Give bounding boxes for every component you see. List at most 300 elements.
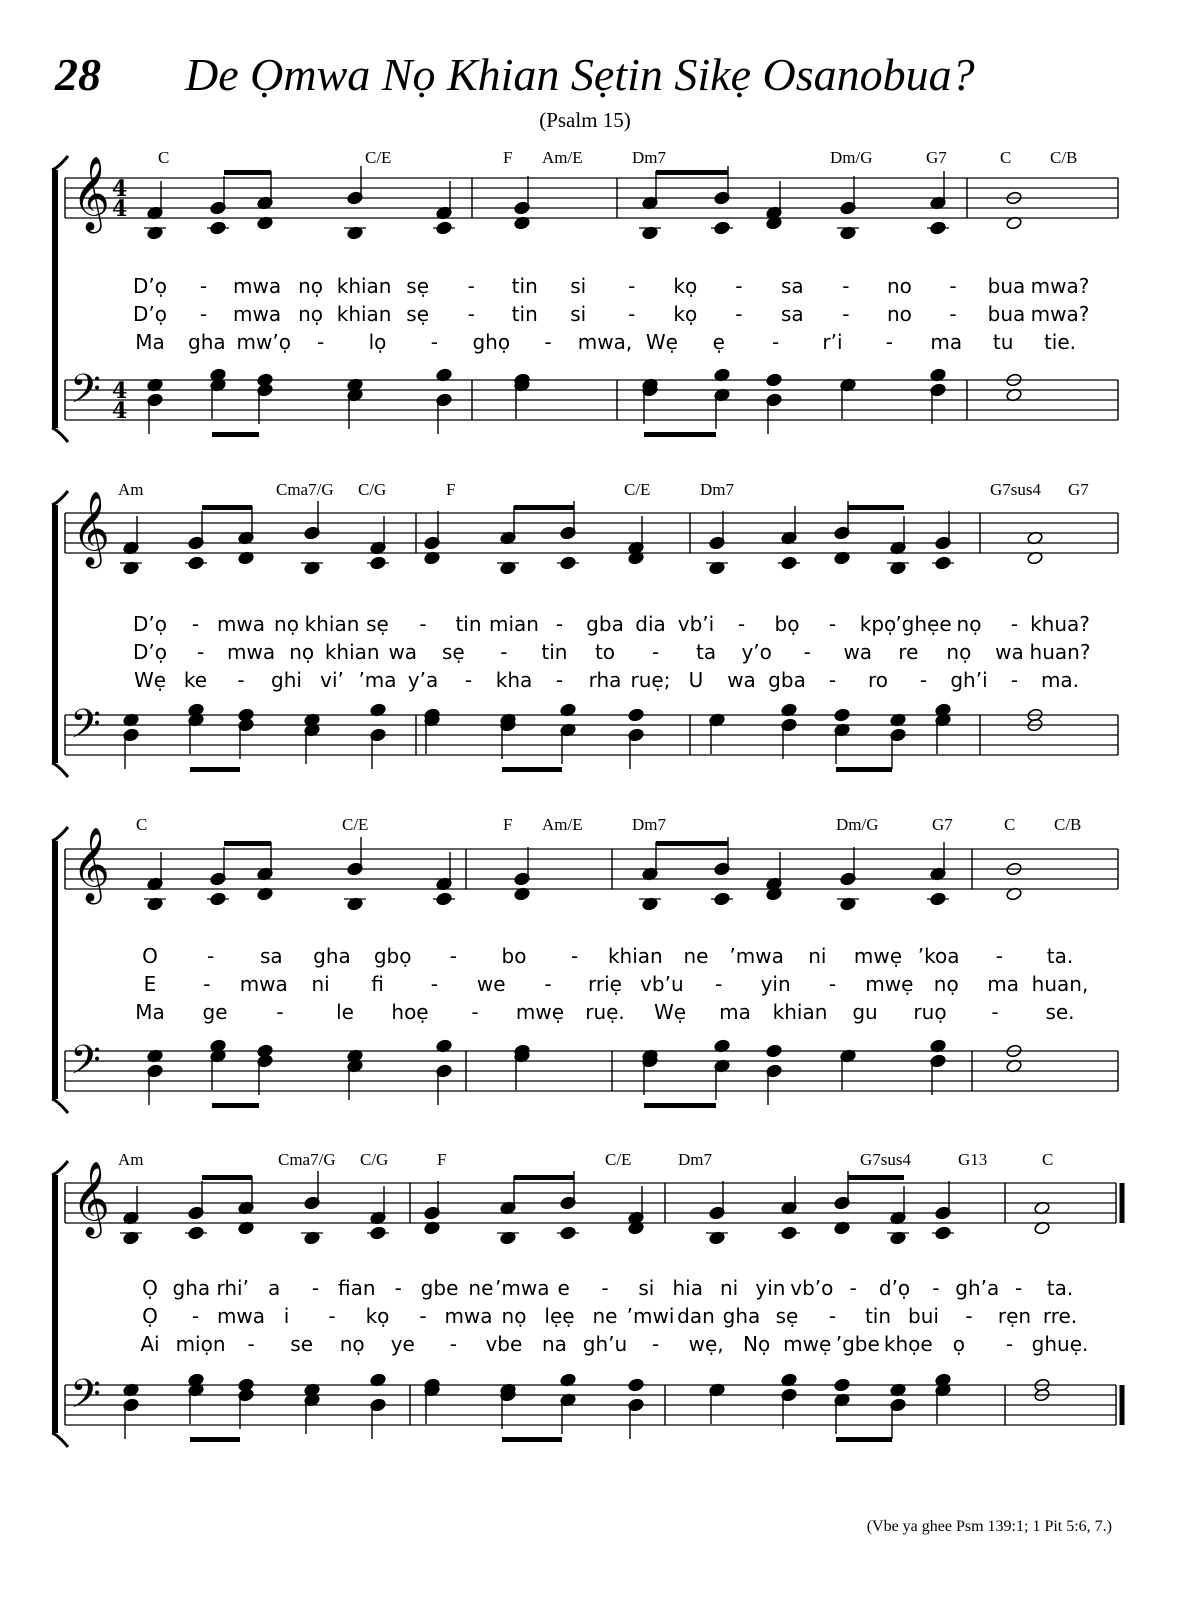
beam [224,170,271,175]
lyric-syllable: khian [304,612,360,636]
chord-symbol: Am/E [542,815,583,834]
lyric-syllable: gba [768,668,806,692]
lyric-syllable: khian [336,274,392,298]
notehead [766,373,783,387]
lyric-syllable: ta. [1046,944,1074,968]
lyric-syllable: gbọ [373,944,412,968]
lyric-syllable: - [430,330,438,354]
lyric-syllable: - [449,944,457,968]
beam [190,767,240,772]
lyric-syllable: - [828,972,837,996]
lyric-syllable: huan, [1031,972,1089,996]
hymn-subtitle: (Psalm 15) [539,108,631,132]
lyric-syllable: khua? [1030,612,1090,636]
lyric-syllable: nọ [289,640,315,664]
lyric-syllable: - [311,1276,320,1300]
lyric-syllable: na [541,1332,567,1356]
lyric-syllable: ’ma [358,668,397,692]
lyric-syllable: - [919,668,928,692]
lyric-syllable: - [601,1276,609,1300]
notehead [257,373,274,387]
lyric-syllable: y’o [741,640,772,664]
lyric-syllable: ni [808,944,827,968]
lyric-syllable: to [594,640,616,664]
lyric-syllable: Ma [135,1000,165,1024]
lyric-syllable: rriẹ [588,972,622,996]
lyric-syllable: yin [760,972,791,996]
lyric-syllable: - [317,330,325,354]
lyric-syllable: - [849,1276,857,1300]
lyric-syllable: D’ọ [133,640,167,664]
lyric-syllable: vb’i [677,612,715,636]
chord-symbol: C/G [360,1150,389,1169]
notehead [238,708,255,722]
lyric-syllable: wa [727,668,756,692]
time-signature-upper: 4 [112,378,128,404]
lyric-syllable: - [932,1276,940,1300]
bracket-hook [52,763,68,777]
lyric-verse-1 [0,944,1200,972]
beam [836,1437,892,1442]
lyric-syllable: - [949,302,957,326]
lyric-syllable: ni [719,1276,739,1300]
lyric-syllable: - [247,1332,255,1356]
lyric-syllable: ye [390,1332,415,1356]
lyric-syllable: kọ [673,302,698,326]
lyric-syllable: ma [930,330,963,354]
chord-symbol: C [136,815,148,834]
lyric-syllable: gh’u [582,1332,628,1356]
lyric-verse-3 [0,1332,1200,1360]
lyric-syllable: - [949,274,957,298]
lyric-syllable: - [203,972,211,996]
time-signature-upper: 4 [112,176,128,202]
lyric-syllable: - [991,1000,999,1024]
lyric-syllable: tin [541,640,568,664]
chord-symbol: G7 [1068,480,1089,499]
chord-symbol: C [1042,1150,1054,1169]
lyric-syllable: nọ [933,972,959,996]
lyric-syllable: wa [995,640,1024,664]
beam [848,505,904,510]
lyric-syllable: nọ [298,274,324,298]
lyric-syllable: ro [867,668,889,692]
lyric-syllable: no [886,274,912,298]
lyric-syllable: no [886,302,912,326]
lyric-syllable: bui [908,1304,939,1328]
notehead [834,1378,851,1392]
lyric-syllable: vi’ [320,668,344,692]
lyric-syllable: vb’u [640,972,684,996]
hymn-title: De Ọmwa Nọ Khian Sẹtin Sikẹ Osanobua? [185,49,975,100]
lyric-syllable: Wẹ [653,1000,687,1024]
lyric-verse-3 [0,1000,1200,1028]
lyric-syllable: tin [511,274,538,298]
chord-symbol: Dm7 [678,1150,712,1169]
chord-symbol: Dm/G [836,815,879,834]
lyric-verse-2 [0,972,1200,1000]
bass-clef-icon: 𝄢 [70,701,101,757]
lyric-syllable: mwẹ [865,972,914,996]
lyric-syllable: - [772,330,780,354]
lyric-syllable: mwa [216,1304,266,1328]
lyric-syllable: mwa? [1030,274,1090,298]
lyric-syllable: - [544,972,552,996]
lyric-syllable: - [828,1304,837,1328]
lyric-syllable: U [688,668,704,692]
lyric-syllable: D’ọ [133,274,167,298]
lyric-syllable: sẹ [441,640,465,664]
lyric-syllable: nọ [274,612,299,636]
lyric-syllable: d’ọ [878,1276,911,1300]
lyric-syllable: - [467,302,475,326]
lyric-syllable: - [199,274,208,298]
lyric-syllable: tin [455,612,482,636]
lyric-syllable: i [283,1304,290,1328]
lyric-syllable: Wẹ [133,668,167,692]
lyric-syllable: gha [188,330,226,354]
lyric-syllable: fi [371,972,384,996]
treble-clef-icon: 𝄞 [72,157,110,231]
lyric-verse-2 [0,1304,1200,1332]
lyric-syllable: - [555,668,564,692]
lyric-syllable: mian [489,612,539,636]
lyric-syllable: - [464,668,473,692]
lyric-syllable: wa [843,640,873,664]
lyric-syllable: ni [311,972,330,996]
lyric-syllable: nọ [501,1304,527,1328]
lyric-syllable: kpọ [859,612,897,636]
lyric-syllable: kọ [673,274,698,298]
lyric-syllable: mwa? [1030,302,1090,326]
lyric-syllable: khian [324,640,380,664]
lyric-syllable: ’mwa [495,1276,550,1300]
lyric-syllable: sẹ [366,612,389,636]
lyric-syllable: ne [468,1276,494,1300]
lyric-syllable: - [737,612,746,636]
lyric-syllable: Ọ [142,1304,158,1328]
lyric-syllable: si [570,274,587,298]
lyric-syllable: mwẹ [515,1000,565,1024]
beam [202,1175,252,1180]
lyric-syllable: huan? [1029,640,1091,664]
lyric-verse-3 [0,330,1200,358]
lyric-syllable: se. [1045,1000,1075,1024]
lyric-syllable: - [965,1304,973,1328]
lyric-syllable: - [1010,668,1019,692]
chord-symbol: Am [118,1150,144,1169]
chord-symbol: G13 [958,1150,988,1169]
beam [848,1175,904,1180]
lyric-syllable: - [651,1332,660,1356]
lyric-syllable: mwa [232,302,282,326]
lyric-syllable: lẹẹ [544,1304,575,1328]
lyric-syllable: dan [677,1304,715,1328]
lyric-syllable: ’koa [917,944,960,968]
notehead [628,1378,645,1392]
lyric-syllable: ma [987,972,1019,996]
lyric-syllable: dia [635,612,666,636]
lyric-syllable: re [898,640,919,664]
time-signature-lower: 4 [112,196,128,222]
lyric-syllable: khian [336,302,392,326]
chord-symbol: Dm7 [700,480,734,499]
lyric-syllable: y’a [407,668,439,692]
lyric-syllable: mwa [227,640,276,664]
lyric-syllable: - [628,302,636,326]
lyric-syllable: - [471,1000,479,1024]
chord-symbol: Dm7 [632,815,666,834]
lyric-syllable: mwẹ [783,1332,832,1356]
lyric-syllable: nọ [946,640,972,664]
lyric-syllable: gh’i [950,668,988,692]
time-signature-lower: 4 [112,398,128,424]
lyric-syllable: si [638,1276,655,1300]
lyric-verse-1 [0,1276,1200,1304]
lyric-syllable: - [394,1276,402,1300]
chord-symbol: C/E [342,815,369,834]
lyric-syllable: - [191,1304,200,1328]
chord-symbol: F [437,1150,447,1169]
beam [190,1437,240,1442]
lyric-syllable: - [196,640,205,664]
bracket-hook [52,1099,68,1113]
lyric-syllable: - [419,1304,427,1328]
lyric-syllable: sa [259,944,283,968]
lyric-syllable: sẹ [406,302,430,326]
lyric-syllable: e [557,1276,570,1300]
lyric-syllable: - [628,274,636,298]
lyric-syllable: ne [592,1304,618,1328]
lyric-syllable: ruọ [913,1000,947,1024]
lyric-syllable: D’ọ [133,302,167,326]
lyric-syllable: we [476,972,506,996]
chord-symbol: C [1004,815,1016,834]
bracket-hook [52,827,68,841]
lyric-syllable: bua [987,302,1026,326]
chord-symbol: C/E [605,1150,632,1169]
lyric-syllable: gu [852,1000,878,1024]
treble-clef-icon: 𝄞 [72,828,110,902]
treble-clef-icon: 𝄞 [72,492,110,566]
lyric-syllable: gh’a [955,1276,1000,1300]
beam [644,432,716,437]
chord-symbol: Am/E [542,148,583,167]
lyric-syllable: - [544,330,552,354]
lyric-syllable: ọ [952,1332,965,1356]
chord-symbol: F [503,815,513,834]
chord-symbol: G7sus4 [860,1150,912,1169]
lyric-syllable: - [1005,1332,1014,1356]
lyric-syllable: vb’o [790,1276,834,1300]
lyric-syllable: nọ [956,612,982,636]
lyric-syllable: - [191,612,200,636]
chord-symbol: G7 [926,148,947,167]
chord-symbol: G7sus4 [990,480,1042,499]
lyric-syllable: sa [781,274,804,298]
lyric-syllable: - [419,612,427,636]
lyric-syllable: miọn [175,1332,226,1356]
lyric-syllable: mwẹ [853,944,903,968]
lyric-syllable: tu [992,330,1014,354]
notehead [766,1044,783,1058]
lyric-syllable: Wẹ [645,330,678,354]
lyric-syllable: gba [586,612,624,636]
chord-symbol: C/B [1050,148,1078,167]
lyric-syllable: - [995,944,1003,968]
lyric-syllable: gha [313,944,351,968]
beam [212,432,259,437]
lyric-syllable: gbe [420,1276,459,1300]
lyric-syllable: ke [183,668,208,692]
lyric-syllable: kha [495,668,533,692]
lyric-syllable: khian [772,1000,828,1024]
lyric-syllable: yin [755,1276,786,1300]
lyric-syllable: ’mwa [729,944,784,968]
lyric-syllable: - [1010,612,1019,636]
lyric-syllable: - [735,274,743,298]
lyric-syllable: hoẹ [391,1000,429,1024]
lyric-syllable: kọ [365,1304,390,1328]
chord-symbol: F [446,480,456,499]
chord-symbol: Dm/G [830,148,873,167]
lyric-syllable: se [290,1332,314,1356]
lyric-syllable: sẹ [406,274,430,298]
chord-symbol: Cma7/G [276,480,334,499]
lyric-syllable: - [571,944,579,968]
lyric-syllable: khian [607,944,663,968]
beam [202,505,252,510]
bracket-hook [52,1433,68,1447]
lyric-syllable: ghi [271,668,302,692]
lyric-syllable: ’gbe [835,1332,880,1356]
lyric-syllable: ta. [1046,1276,1074,1300]
lyric-syllable: E [143,972,157,996]
lyric-syllable: O [142,944,158,968]
lyric-syllable: ta [696,640,717,664]
lyric-syllable: - [828,668,837,692]
lyric-syllable: - [842,274,850,298]
chord-symbol: C/G [358,480,387,499]
lyric-syllable: Ọ [142,1276,158,1300]
lyric-syllable: mwa [444,1304,493,1328]
bass-clef-icon: 𝄢 [70,1037,101,1093]
lyric-verse-2 [0,302,1200,330]
lyric-syllable: tin [511,302,538,326]
lyric-syllable: tin [864,1304,892,1328]
beam [644,1103,716,1108]
lyric-syllable: fian [338,1276,376,1300]
lyric-syllable: rhi’ [216,1276,249,1300]
notehead [238,1378,255,1392]
lyric-syllable: ma [719,1000,751,1024]
lyric-syllable: - [885,330,893,354]
bracket-hook [52,156,68,170]
lyric-syllable: ma. [1040,668,1080,692]
lyric-verse-2 [0,640,1200,668]
lyric-syllable: - [1015,1276,1023,1300]
lyric-syllable: nọ [339,1332,365,1356]
lyric-syllable: lọ [368,330,387,354]
lyric-syllable: rha [588,668,622,692]
lyric-syllable: - [199,302,208,326]
lyric-syllable: sa [781,302,804,326]
lyric-syllable: wa [388,640,418,664]
lyric-syllable: vbe [485,1332,523,1356]
chord-symbol: C [158,148,170,167]
lyric-syllable: - [828,612,837,636]
lyric-syllable: ẹ [712,330,725,354]
lyric-syllable: - [735,302,743,326]
lyric-syllable: Nọ [743,1332,771,1356]
lyric-syllable: hia [672,1276,703,1300]
lyric-syllable: ’mwi [626,1304,675,1328]
lyric-syllable: tie. [1043,330,1077,354]
lyric-verse-3 [0,668,1200,696]
lyric-syllable: Ma [135,330,165,354]
lyric-syllable: wẹ, [688,1332,724,1356]
lyric-syllable: ghọ [472,330,511,354]
lyric-syllable: si [570,302,587,326]
lyric-syllable: - [449,1332,457,1356]
lyric-syllable: bua [987,274,1026,298]
lyric-syllable: le [336,1000,354,1024]
scripture-reference-footnote: (Vbe ya ghee Psm 139:1; 1 Pit 5:6, 7.) [866,1518,1112,1535]
beam [836,767,892,772]
lyric-syllable: - [842,302,850,326]
chord-symbol: G7 [932,815,953,834]
lyric-syllable: r’i [822,330,843,354]
lyric-syllable: rre. [1042,1304,1078,1328]
lyric-syllable: bo [501,944,527,968]
lyric-syllable: mwa [216,612,266,636]
lyric-syllable: - [207,944,215,968]
chord-symbol: C [1000,148,1012,167]
lyric-syllable: ruẹ. [585,1000,625,1024]
bracket-hook [52,428,68,442]
beam [656,841,728,846]
notehead [628,708,645,722]
chord-symbol: F [503,148,513,167]
lyric-syllable: - [276,1000,284,1024]
lyric-syllable: ’ghẹe [895,612,952,636]
lyric-verse-1 [0,274,1200,302]
chord-symbol: C/E [365,148,392,167]
lyric-syllable: rẹn [997,1304,1032,1328]
lyric-syllable: ne [683,944,709,968]
lyric-syllable: nọ [298,302,324,326]
lyric-syllable: sẹ [775,1304,799,1328]
lyric-syllable: a [267,1276,281,1300]
beam [656,170,728,175]
beam [514,1175,574,1180]
chord-symbol: C/E [624,480,651,499]
beam [212,1103,259,1108]
lyric-syllable: mw’ọ [236,330,291,354]
notehead [257,1044,274,1058]
lyric-syllable: - [715,972,723,996]
hymn-number: 28 [55,49,101,100]
lyric-syllable: ghuẹ. [1031,1332,1089,1356]
lyric-syllable: bọ [774,612,800,636]
lyric-syllable: - [500,640,508,664]
lyric-syllable: - [803,640,811,664]
lyric-syllable: gha [172,1276,211,1300]
bracket-hook [52,491,68,505]
beam [502,1437,562,1442]
chord-symbol: Dm7 [632,148,666,167]
lyric-syllable: mwa, [577,330,633,354]
